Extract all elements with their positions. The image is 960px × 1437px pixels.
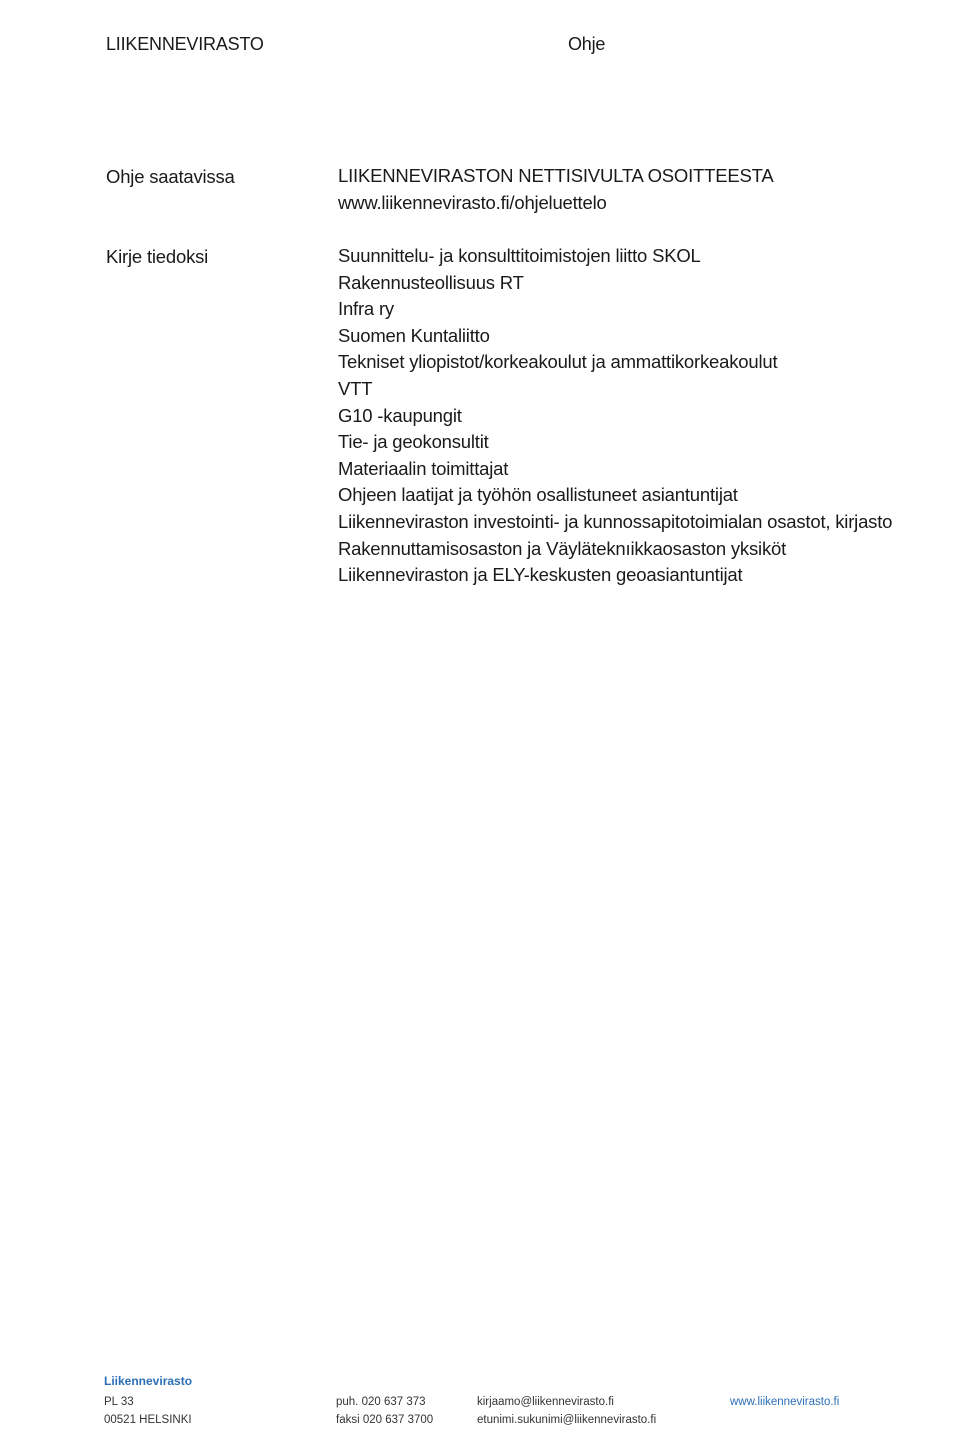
list-item: Infra ry (338, 298, 394, 320)
footer-postal: 00521 HELSINKI (104, 1414, 192, 1426)
distribution-label: Kirje tiedoksi (106, 246, 209, 267)
recipient-list (338, 243, 892, 589)
list-item: Liikenneviraston ja ELY-keskusten geoasiantuntijat (338, 564, 743, 586)
availability-line-2: www.liikennevirasto.fi/ohjeluettelo (338, 191, 607, 213)
footer-fax: faksi 020 637 3700 (336, 1414, 434, 1426)
header-doc-type: Ohje (568, 34, 606, 54)
footer-phone: puh. 020 637 373 (336, 1396, 426, 1408)
list-item: Rakennusteollisuus RT (338, 271, 524, 293)
list-item: Tie- ja geokonsultit (338, 431, 489, 453)
list-item: Materiaalin toimittajat (338, 457, 509, 479)
list-item: Rakennuttamisosaston ja Väyläteknıikkaosaston yksiköt (338, 537, 787, 559)
footer-brand: Liikennevirasto (104, 1374, 193, 1388)
list-item: Liikenneviraston investointi- ja kunnossapitotoimialan osastot, kirjasto (338, 510, 893, 532)
list-item: Tekniset yliopistot/korkeakoulut ja ammattikorkeakoulut (338, 351, 778, 373)
list-item: Ohjeen laatijat ja työhön osallistuneet asiantuntijat (338, 484, 738, 506)
availability-label: Ohje saatavissa (106, 166, 235, 187)
availability-text (338, 163, 774, 216)
list-item: VTT (338, 377, 373, 399)
list-item: Suunnittelu- ja konsulttitoimistojen liitto SKOL (338, 245, 701, 266)
list-item: G10 -kaupungit (338, 404, 462, 426)
list-item: Suomen Kuntaliitto (338, 324, 490, 346)
availability-line-1: LIIKENNEVIRASTON NETTISIVULTA OSOITTEESTA (338, 165, 774, 186)
footer-website-link[interactable]: www.liikennevirasto.fi (730, 1396, 840, 1408)
header-org: LIIKENNEVIRASTO (106, 34, 264, 54)
footer-email-personal: etunimi.sukunimi@liikennevirasto.fi (477, 1414, 657, 1426)
footer-po-box: PL 33 (104, 1396, 134, 1408)
footer-email-registry: kirjaamo@liikennevirasto.fi (477, 1396, 614, 1408)
